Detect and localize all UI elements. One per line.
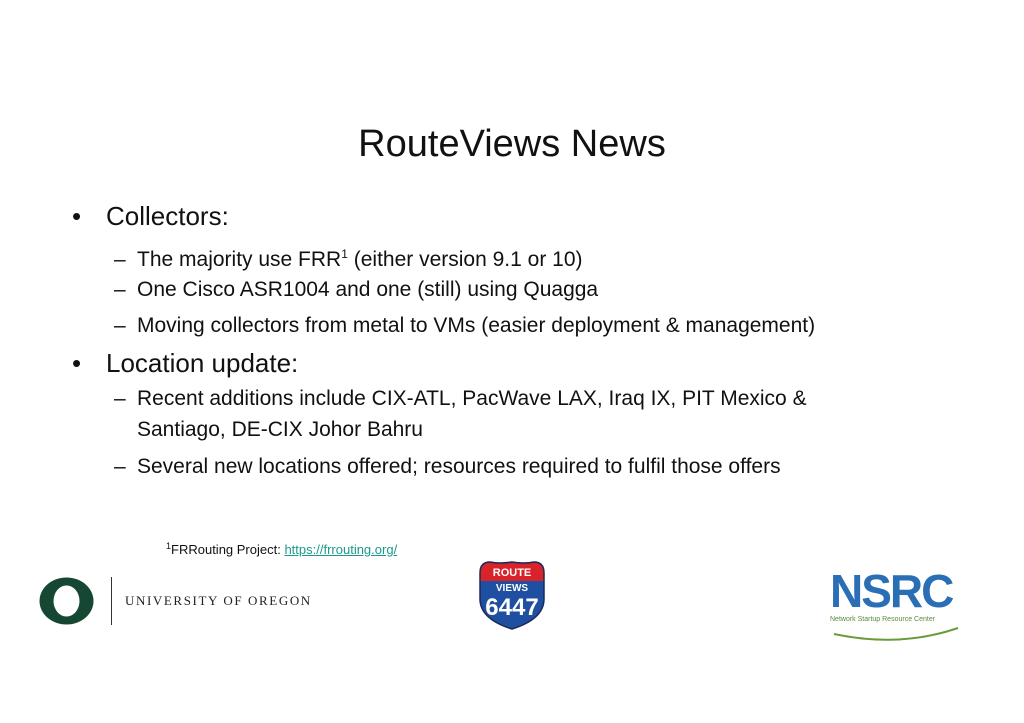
rv-route-text: ROUTE xyxy=(492,567,532,579)
footnote-ref: 1 xyxy=(341,247,348,261)
uo-wordmark: UNIVERSITY OF OREGON xyxy=(125,593,312,608)
sub-text-after: (either version 9.1 or 10) xyxy=(347,248,583,271)
footnote xyxy=(166,536,397,560)
nsrc-wordmark: NSRC xyxy=(830,565,953,617)
subitem-new-locations xyxy=(114,452,781,482)
sub-marker: – xyxy=(114,314,126,337)
sub-text: One Cisco ASR1004 and one (still) using Quagga xyxy=(137,278,599,301)
bullet-collectors xyxy=(72,200,229,232)
subitem-frr xyxy=(114,239,583,275)
bullet-text: Location update: xyxy=(106,348,299,378)
sub-marker: – xyxy=(114,248,126,271)
sub-text: Recent additions include CIX-ATL, PacWave LAX, Iraq IX, PIT Mexico & xyxy=(137,387,807,410)
slide-title: RouteViews News xyxy=(358,123,666,165)
subitem-vms xyxy=(114,311,815,341)
nsrc-logo xyxy=(830,565,962,624)
sub-marker: – xyxy=(114,387,126,410)
subitem-recent-additions-cont: Santiago, DE-CIX Johor Bahru xyxy=(137,418,423,441)
sub-text: The majority use FRR xyxy=(137,248,342,271)
subitem-recent-additions xyxy=(114,384,807,414)
sub-marker: – xyxy=(114,455,126,478)
frrouting-link[interactable]: https://frrouting.org/ xyxy=(284,542,398,557)
footnote-number: 1 xyxy=(166,541,172,551)
sub-marker: – xyxy=(114,278,126,301)
rv-views-text: VIEWS xyxy=(495,583,529,594)
bullet-location-update xyxy=(72,347,298,379)
nsrc-subtitle: Network Startup Resource Center xyxy=(830,616,936,623)
sub-text: Moving collectors from metal to VMs (easier deployment & management) xyxy=(137,314,816,337)
sub-text: Several new locations offered; resources required to fulfil those offers xyxy=(137,455,781,478)
university-of-oregon-logo xyxy=(38,575,312,627)
rv-number-text: 6447 xyxy=(485,594,539,621)
subitem-cisco xyxy=(114,275,598,305)
bullet-marker: • xyxy=(72,201,82,231)
routeviews-shield-logo xyxy=(474,559,550,631)
uo-o-icon xyxy=(38,576,95,626)
bullet-marker: • xyxy=(72,348,82,378)
footnote-text: FRRouting Project: xyxy=(171,542,285,557)
bullet-text: Collectors: xyxy=(106,201,229,231)
logo-divider xyxy=(111,577,112,625)
